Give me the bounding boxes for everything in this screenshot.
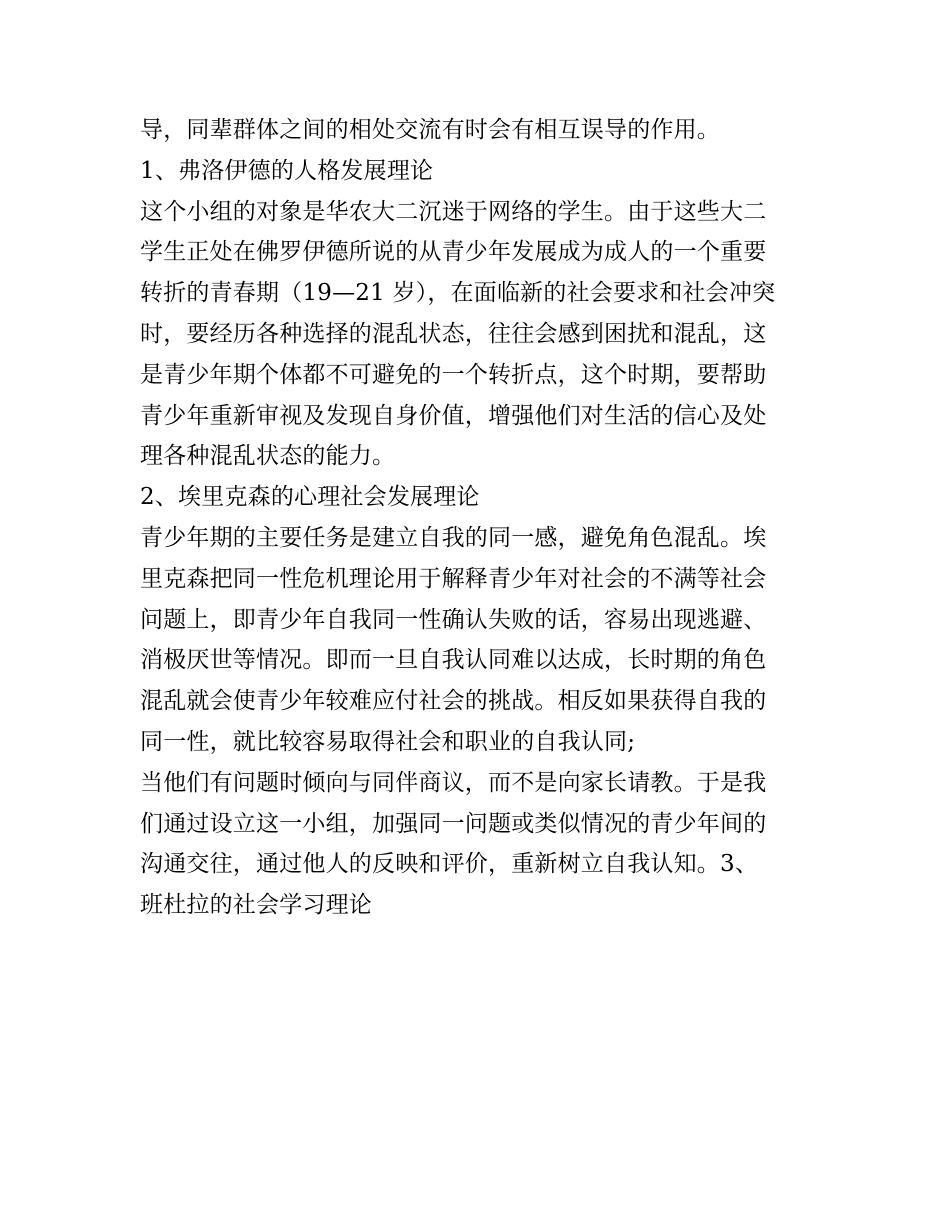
text-line: 导，同辈群体之间的相处交流有时会有相互误导的作用。 (140, 117, 720, 143)
text-line: 们通过设立这一小组，加强同一问题或类似情况的青少年间的 (140, 810, 767, 837)
text-line: 同一性，就比较容易取得社会和职业的自我认同; (140, 728, 636, 755)
text-line: 消极厌世等情况。即而一旦自我认同难以达成，长时期的角色 (140, 647, 767, 674)
body-text (140, 110, 830, 926)
text-line: 当他们有问题时倾向与同伴商议，而不是向家长请教。于是我 (140, 769, 767, 796)
text-line: 班杜拉的社会学习理论 (140, 892, 372, 919)
text-line: 这个小组的对象是华农大二沉迷于网络的学生。由于这些大二 (140, 198, 767, 225)
section-heading-freud: 1、弗洛伊德的人格发展理论 (140, 157, 434, 184)
text-line: 沟通交往，通过他人的反映和评价，重新树立自我认知。3、 (140, 851, 759, 878)
text-line: 时，要经历各种选择的混乱状态，往往会感到困扰和混乱，这 (140, 320, 767, 347)
text-line: 是青少年期个体都不可避免的一个转折点，这个时期，要帮助 (140, 361, 767, 388)
text-line: 问题上，即青少年自我同一性确认失败的话，容易出现逃避、 (140, 606, 767, 633)
text-line: 转折的青春期（19—21 岁），在面临新的社会要求和社会冲突 (140, 280, 776, 307)
section-heading-erikson: 2、埃里克森的心理社会发展理论 (140, 484, 480, 511)
text-line: 里克森把同一性危机理论用于解释青少年对社会的不满等社会 (140, 565, 767, 592)
text-line: 理各种混乱状态的能力。 (140, 443, 396, 470)
text-line: 青少年期的主要任务是建立自我的同一感，避免角色混乱。埃 (140, 524, 767, 551)
text-line: 青少年重新审视及发现自身价值，增强他们对生活的信心及处 (140, 402, 767, 429)
text-line: 学生正处在佛罗伊德所说的从青少年发展成为成人的一个重要 (140, 239, 767, 266)
text-line: 混乱就会使青少年较难应付社会的挑战。相反如果获得自我的 (140, 688, 767, 715)
